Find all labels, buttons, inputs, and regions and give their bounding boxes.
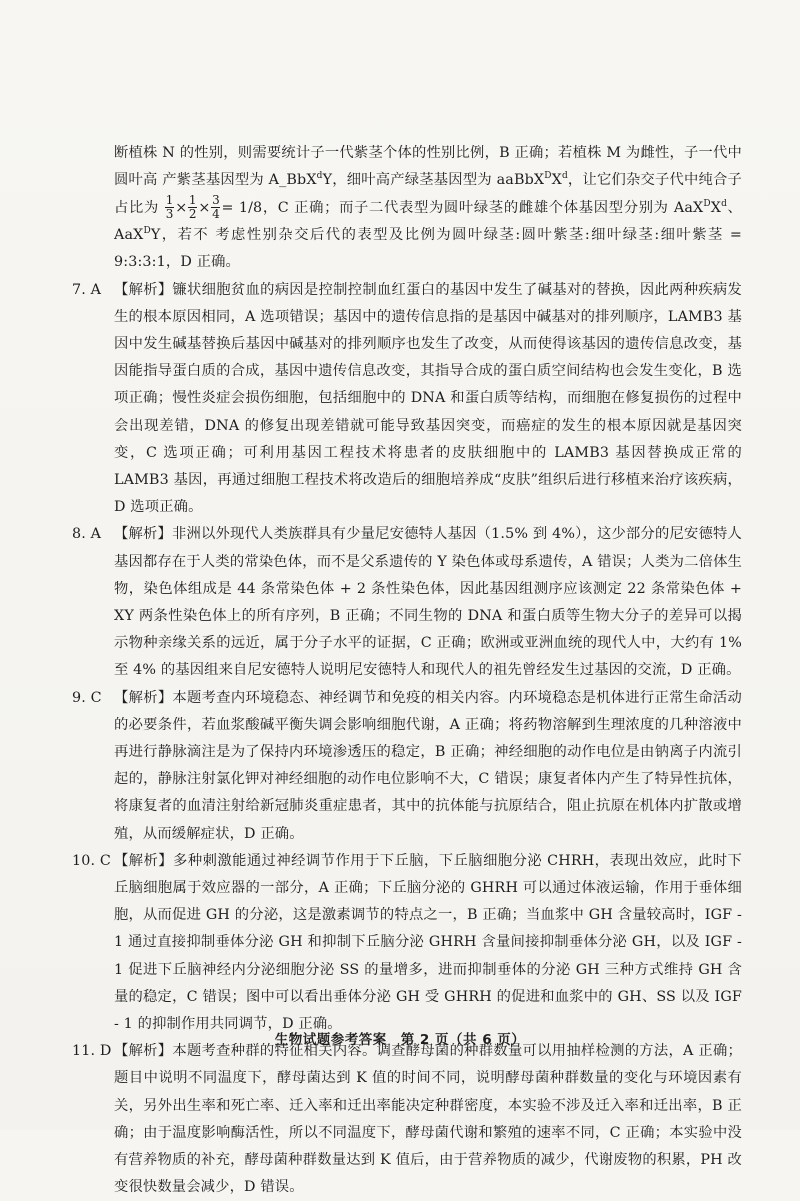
answer-number: 11. D xyxy=(72,1043,112,1060)
fraction: $\frac{3}{4}$ xyxy=(212,193,220,222)
answer-explanation: 【解析】本题考查内环境稳态、神经调节和免疫的相关内容。内环境稳态是机体进行正常生命活动的必要条件，若血浆酸碱平衡失调会影响细胞代谢，A 正确；将药物溶解到生理浓度的几种溶液中再进行静脉滴注是为了保持内环境渗透压的稳定，B 正确；神经细胞的动作电位是由钠离子内流引起的，静脉注射氯化钾对神经细胞的动作电位影响不大，C 错误；康复者体内产生了特异性抗体，将康复者的血清注射给新冠肺炎重症患者，其中的抗体能与抗原结合，阻止抗原在机体内扩散或增殖，从而缓解症状，D 正确。 xyxy=(114,689,742,842)
page-footer: 生物试题参考答案 第 2 页（共 6 页） xyxy=(274,1032,526,1048)
fraction: $\frac{1}{3}$ xyxy=(165,193,174,222)
answer-explanation: 【解析】本题考查种群的特征相关内容。调查酵母菌的种群数量可以用抽样检测的方法，A 正确；题目中说明不同温度下，酵母菌达到 K 值的时间不同，说明酵母菌种群数量的变化与环境因素有关，另外出生率和死亡率、迁入率和迁出率能决定种群密度，本实验不涉及迁入率和迁出率，B 正确；由于温度影响酶活性，所以不同温度下，酵母菌代谢和繁殖的速率不同，C 正确；本实验中没有营养物质的补充，酵母菌种群数量达到 K 值后，由于营养物质的减少，代谢废物的积累，PH 改变很快数量会减少，D 错误。 xyxy=(114,1043,742,1196)
cont-line-2: 产紫茎基因型为 A_BbX$^d$Y，细叶高产绿茎基因型为 $aaBbX^DX^d$，让它们杂交子代中纯合子占比为 xyxy=(114,171,742,216)
cont-line-3: $\frac{1}{3}$ × $\frac{1}{2}$ × $\frac{3}{4}$ = 1/8，C 正确；而子二代表型为圆叶绿茎的雌雄个体基因型分别为 $AaX^DX^d$、AaX$^D$Y，若不 xyxy=(114,193,742,244)
cont-line-1: 断植株 N 的性别，则需要统计子一代紫茎个体的性别比例，B 正确；若植株 M 为雌性，子一代中圆叶高 xyxy=(114,145,742,189)
answer-item-11 xyxy=(72,1038,742,1201)
answer-item-7 xyxy=(72,277,742,522)
answer-item-10 xyxy=(72,848,742,1038)
continuation-paragraph xyxy=(72,140,742,277)
answer-number: 9. C xyxy=(72,689,102,706)
answer-explanation: 【解析】非洲以外现代人类族群具有少量尼安德特人基因（1.5% 到 4%），这少部分的尼安德特人基因都存在于人类的常染色体，而不是父系遗传的 Y 染色体或母系遗传，A 错误；人类为二倍体生物，染色体组成是 44 条常染色体 + 2 条性染色体，因此基因组测序应该测定 22 条常染色体 + XY 两条性染色体上的所有序列，B 正确；不同生物的 DNA 和蛋白质等生物大分子的差异可以揭示物种亲缘关系的远近，属于分子水平的证据，C 正确；欧洲或亚洲血统的现代人中，大约有 1% 至 4% 的基因组来自尼安德特人说明尼安德特人和现代人的祖先曾经发生过基因的交流，D 正确。 xyxy=(114,526,742,679)
cont-line-4: 考虑性别杂交后代的表型及比例为圆叶绿茎:圆叶紫茎:细叶绿茎:细叶紫茎 = 9:3:3:1，D 正确。 xyxy=(114,227,742,271)
fraction: $\frac{1}{2}$ xyxy=(188,193,197,222)
answer-number: 10. C xyxy=(72,852,111,869)
answer-explanation: 【解析】镰状细胞贫血的病因是控制控制血红蛋白的基因中发生了碱基对的替换，因此两种疾病发生的根本原因相同，A 选项错误；基因中的遗传信息指的是基因中碱基对的排列顺序，LAMB3 基因中发生碱基替换后基因中碱基对的排列顺序也发生了改变，从而使得该基因的遗传信息改变，基因能指导蛋白质的合成，基因中遗传信息改变，其指导合成的蛋白质空间结构也会发生变化，B 选项正确；慢性炎症会损伤细胞，包括细胞中的 DNA 和蛋白质等结构，而细胞在修复损伤的过程中会出现差错，DNA 的修复出现差错就可能导致基因突变，而癌症的发生的根本原因就是基因突变，C 选项正确；可利用基因工程技术将患者的皮肤细胞中的 LAMB3 基因替换成正常的 LAMB3 基因，再通过细胞工程技术将改造后的细胞培养成“皮肤”组织后进行移植来治疗该疾病，D 选项正确。 xyxy=(114,281,742,516)
answer-explanation: 【解析】多种刺激能通过神经调节作用于下丘脑，下丘脑细胞分泌 CHRH，表现出效应，此时下丘脑细胞属于效应器的一部分，A 正确；下丘脑分泌的 GHRH 可以通过体液运输，作用于垂体细胞，从而促进 GH 的分泌，这是激素调节的特点之一，B 正确；当血浆中 GH 含量较高时，IGF - 1 通过直接抑制垂体分泌 GH 和抑制下丘脑分泌 GHRH 含量间接抑制垂体分泌 GH，以及 IGF - 1 促进下丘脑神经内分泌细胞分泌 SS 的量增多，进而抑制垂体的分泌 GH 三种方式维持 GH 含量的稳定，C 错误；图中可以看出垂体分泌 GH 受 GHRH 的促进和血浆中的 GH、SS 以及 IGF - 1 的抑制作用共同调节，D 正确。 xyxy=(114,852,742,1032)
answer-number: 7. A xyxy=(72,281,102,298)
answer-number: 8. A xyxy=(72,526,102,543)
answer-item-9 xyxy=(72,685,742,848)
answer-item-8 xyxy=(72,521,742,684)
